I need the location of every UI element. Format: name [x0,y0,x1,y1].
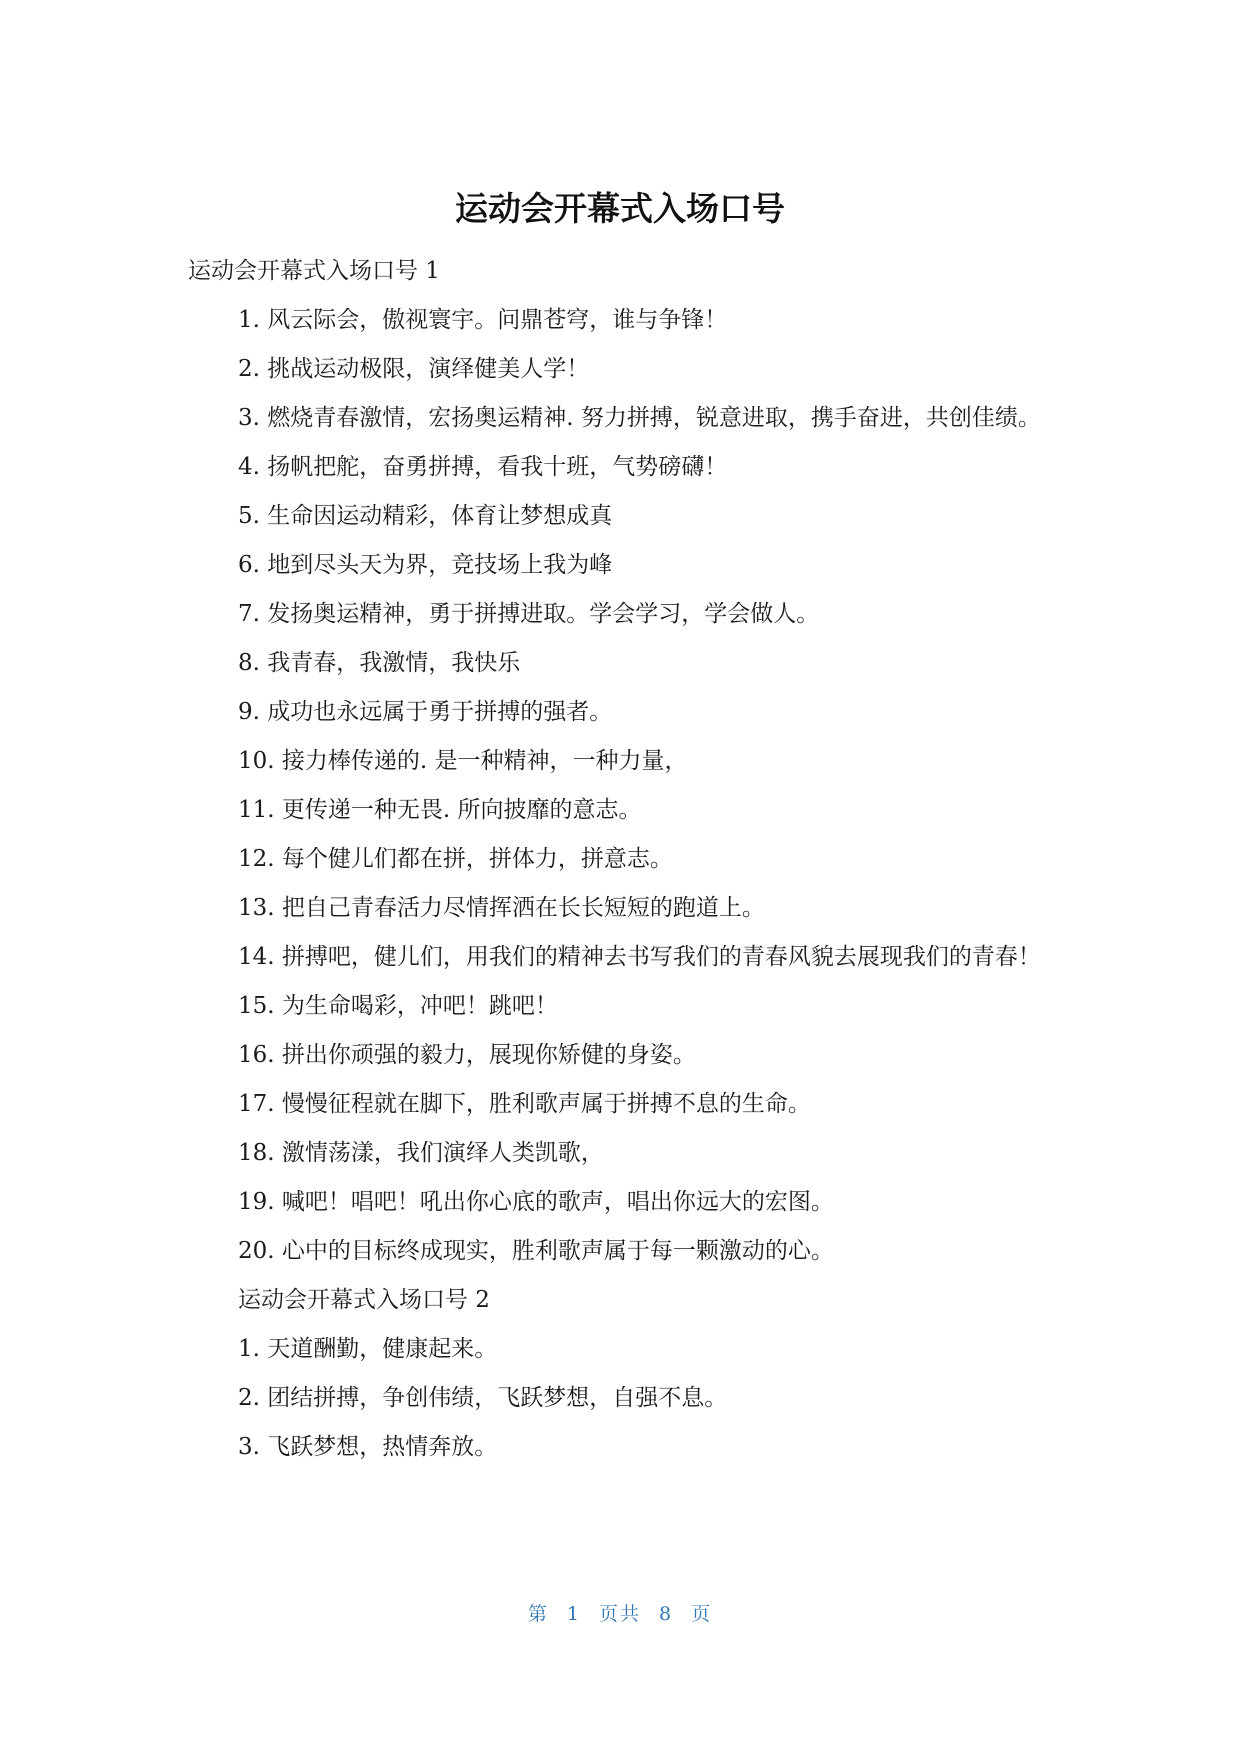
paragraph: 3. 飞跃梦想，热情奔放。 [238,1434,498,1460]
paragraph: 5. 生命因运动精彩，体育让梦想成真 [238,503,613,529]
paragraph: 18. 激情荡漾，我们演绎人类凯歌， [238,1140,604,1166]
paragraph: 运动会开幕式入场口号 1 [188,258,440,284]
footer-suffix: 页 [691,1603,713,1625]
paragraph: 14. 拼搏吧，健儿们，用我们的精神去书写我们的青春风貌去展现我们的青春！ [238,944,1041,970]
paragraph: 17. 慢慢征程就在脚下，胜利歌声属于拼搏不息的生命。 [238,1091,811,1117]
footer-middle: 页共 [598,1603,641,1625]
paragraph: 6. 地到尽头天为界，竞技场上我为峰 [238,552,613,578]
paragraph: 19. 喊吧！唱吧！吼出你心底的歌声，唱出你远大的宏图。 [238,1189,834,1215]
footer-prefix: 第 [527,1603,549,1625]
document-body [188,247,1056,1472]
paragraph: 运动会开幕式入场口号 2 [238,1287,490,1313]
footer-current-page: 1 [566,1603,581,1625]
paragraph: 11. 更传递一种无畏. 所向披靡的意志。 [238,797,642,823]
paragraph: 20. 心中的目标终成现实，胜利歌声属于每一颗激动的心。 [238,1238,834,1264]
paragraph: 10. 接力棒传递的. 是一种精神，一种力量， [238,748,688,774]
paragraph: 3. 燃烧青春激情，宏扬奥运精神. 努力拼搏，锐意进取，携手奋进，共创佳绩。 [238,405,1041,431]
paragraph: 2. 团结拼搏，争创伟绩，飞跃梦想，自强不息。 [238,1385,728,1411]
paragraph: 15. 为生命喝彩，冲吧！跳吧！ [238,993,558,1019]
paragraph: 4. 扬帆把舵，奋勇拼搏，看我十班，气势磅礴！ [238,454,728,480]
paragraph: 8. 我青春，我激情，我快乐 [238,650,521,676]
paragraph: 1. 天道酬勤，健康起来。 [238,1336,498,1362]
paragraph: 16. 拼出你顽强的毅力，展现你矫健的身姿。 [238,1042,696,1068]
paragraph: 9. 成功也永远属于勇于拼搏的强者。 [238,699,613,725]
paragraph: 2. 挑战运动极限，演绎健美人学！ [238,356,590,382]
paragraph: 7. 发扬奥运精神，勇于拼搏进取。学会学习，学会做人。 [238,601,820,627]
paragraph: 12. 每个健儿们都在拼，拼体力，拼意志。 [238,846,673,872]
document-title: 运动会开幕式入场口号 [455,189,785,228]
paragraph: 13. 把自己青春活力尽情挥洒在长长短短的跑道上。 [238,895,765,921]
page-footer [0,1600,1240,1628]
footer-total-pages: 8 [659,1603,674,1625]
paragraph: 1. 风云际会，傲视寰宇。问鼎苍穹，谁与争锋！ [238,307,728,333]
